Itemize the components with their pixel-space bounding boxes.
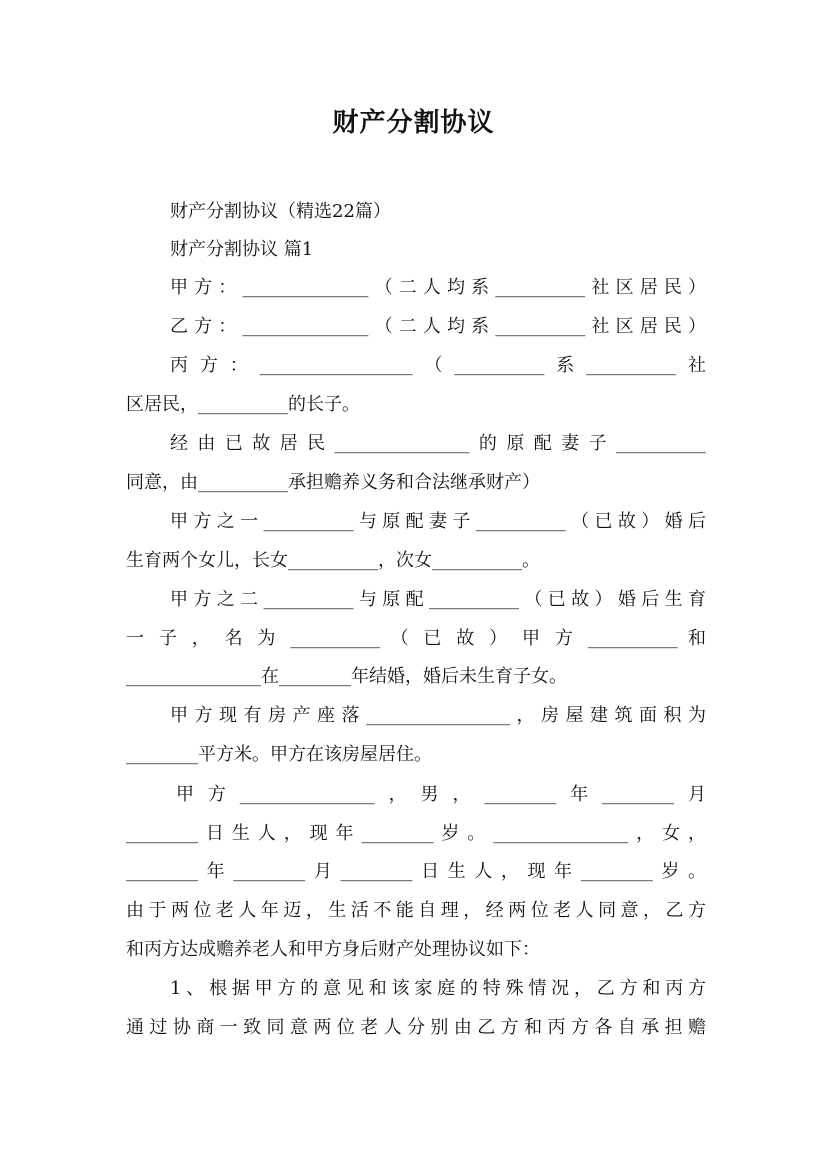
paragraph-line: 区居民，__________的长子。	[126, 394, 360, 415]
paragraph-line: 甲方现有房产座落________________，房屋建筑面积为	[170, 705, 706, 726]
paragraph-line: 和丙方达成赡养老人和甲方身后财产处理协议如下：	[126, 939, 540, 960]
paragraph-line: 甲方_______________，男，________年________月	[176, 784, 706, 805]
paragraph-line: 财产分割协议（精选22篇）	[170, 201, 391, 222]
paragraph-line: _______________在________年结婚，婚后未生育子女。	[126, 666, 567, 687]
paragraph-line: 丙方：_________________（__________系__________社	[170, 355, 706, 376]
paragraph-line: 甲方：______________（二人均系__________社区居民）	[170, 277, 706, 298]
paragraph-line: 财产分割协议 篇1	[170, 239, 314, 260]
paragraph-line: 1、根据甲方的意见和该家庭的特殊情况，乙方和丙方	[170, 978, 706, 999]
paragraph-line: 通过协商一致同意两位老人分别由乙方和丙方各自承担赡	[126, 1017, 706, 1038]
paragraph-line: ________年________月________日生人，现年________岁。	[126, 861, 706, 882]
paragraph-line: 甲方之一__________与原配妻子__________（已故）婚后	[170, 511, 706, 532]
paragraph-line: 经由已故居民_______________的原配妻子__________	[170, 433, 706, 454]
paragraph-line: 同意，由__________承担赡养义务和合法继承财产）	[126, 472, 540, 493]
paragraph-line: 生育两个女儿，长女__________，次女__________。	[126, 550, 540, 571]
paragraph-line: 乙方：______________（二人均系__________社区居民）	[170, 316, 706, 337]
paragraph-line: 甲方之二__________与原配__________（已故）婚后生育	[170, 589, 706, 610]
document-title: 财产分割协议	[332, 108, 495, 138]
paragraph-line: ________平方米。甲方在该房屋居住。	[126, 744, 432, 765]
paragraph-line: ________日生人，现年________岁。_______________，女，	[126, 823, 706, 844]
paragraph-line: 由于两位老人年迈，生活不能自理，经两位老人同意，乙方	[126, 900, 706, 921]
paragraph-line: 一 子 ， 名 为 __________ （ 已 故 ） 甲 方 __________ 和	[126, 628, 706, 649]
